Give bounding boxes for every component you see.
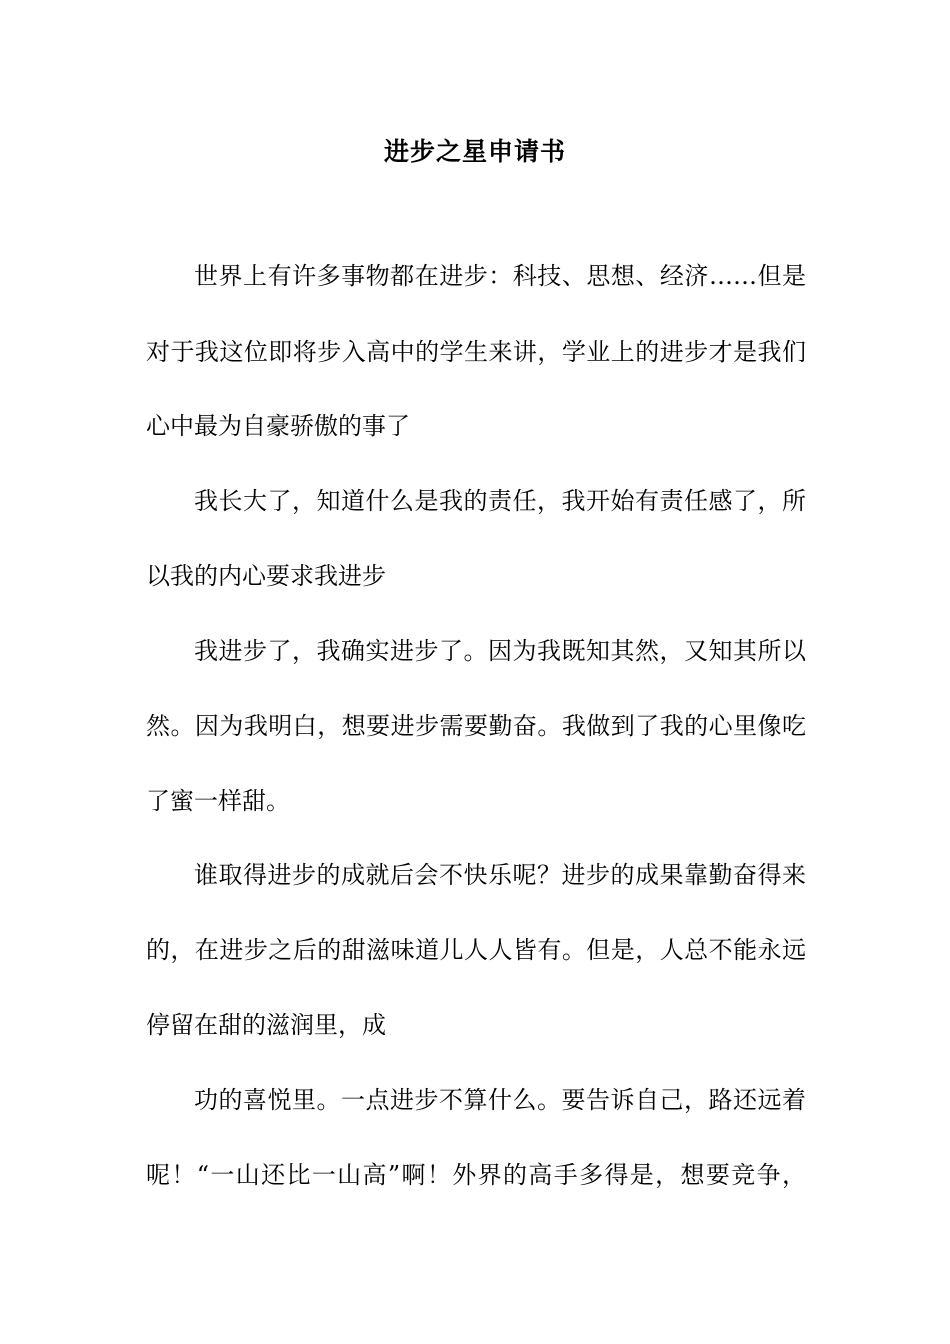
paragraph-line: 我进步了，我确实进步了。因为我既知其然，又知其所以	[194, 637, 806, 665]
paragraph-line: 世界上有许多事物都在进步：科技、思想、经济……但是	[194, 262, 806, 290]
document-title: 进步之星申请书	[383, 137, 566, 166]
paragraph-line: 心中最为自豪骄傲的事了	[146, 412, 410, 440]
paragraph-line: 对于我这位即将步入高中的学生来讲，学业上的进步才是我们	[146, 338, 806, 366]
paragraph-line: 停留在甜的滋润里，成	[146, 1011, 386, 1039]
paragraph-line: 谁取得进步的成就后会不快乐呢？进步的成果靠勤奋得来	[194, 861, 806, 889]
paragraph-line: 我长大了，知道什么是我的责任，我开始有责任感了，所	[194, 487, 806, 515]
paragraph-line: 的，在进步之后的甜滋味道儿人人皆有。但是，人总不能永远	[146, 936, 806, 964]
paragraph-line: 以我的内心要求我进步	[146, 562, 386, 590]
paragraph-line: 呢！“一山还比一山高”啊！外界的高手多得是，想要竞争，	[146, 1161, 806, 1189]
paragraph-line: 然。因为我明白，想要进步需要勤奋。我做到了我的心里像吃	[146, 712, 806, 740]
paragraph-line: 了蜜一样甜。	[146, 787, 290, 815]
paragraph-line: 功的喜悦里。一点进步不算什么。要告诉自己，路还远着	[194, 1086, 806, 1114]
